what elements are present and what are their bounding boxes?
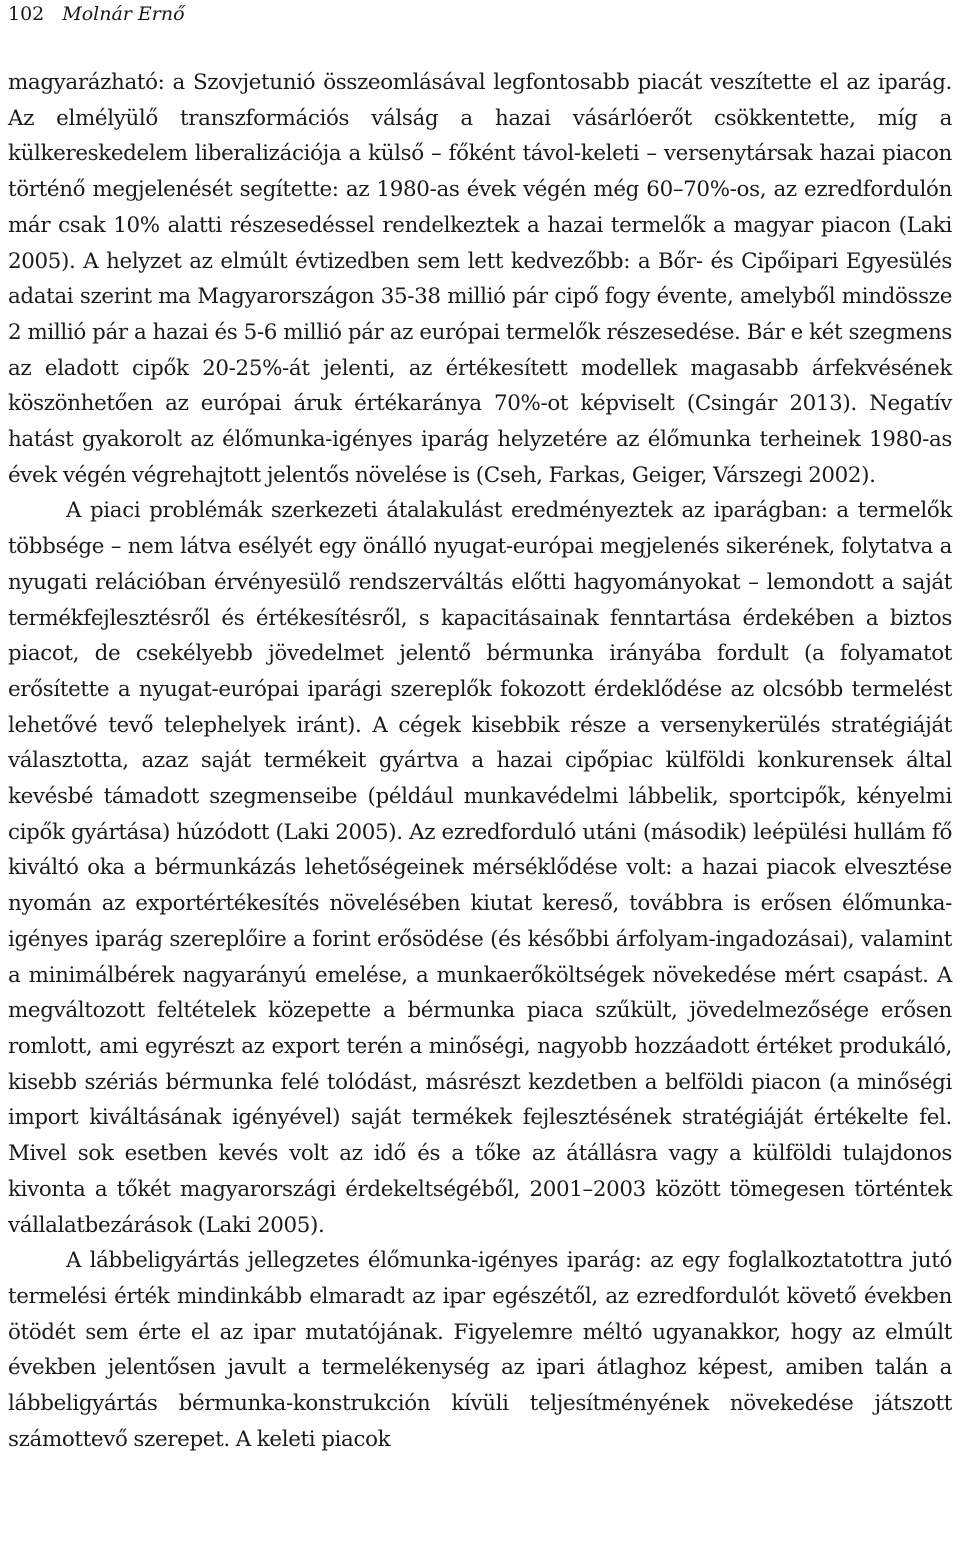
paragraph-3: A lábbeligyártás jellegzetes élőmunka-igényes iparág: az egy foglalkoztatottra jutó termelési érték mindinkább elmaradt az ipar egészétől, az ezredfordulót követő években ötödét sem érte el az ipar mutatójának. Figyelemre méltó ugyanakkor, hogy az elmúlt években jelentősen javult a termelékenység az ipari átlaghoz képest, amiben talán a lábbeligyártás bérmunka-konstrukción kívüli teljesítményének növekedése játszott számottevő szerepet. A keleti piacok <box>8 1248 952 1452</box>
running-header <box>8 2 185 26</box>
page-number: 102 <box>8 3 45 25</box>
body-text <box>8 65 952 1457</box>
running-header-author: Molnár Ernő <box>62 3 185 25</box>
paragraph-1: magyarázható: a Szovjetunió összeomlásával legfontosabb piacát veszítette el az iparág. Az elmélyülő transzformációs válság a hazai vásárlóerőt csökkentette, míg a külkereskedelem liberalizációja a külső – főként távol-keleti – versenytársak hazai piacon történő megjelenését segítette: az 1980-as évek végén még 60–70%-os, az ezredfordulón már csak 10% alatti részesedéssel rendelkeztek a hazai termelők a magyar piacon (Laki 2005). A helyzet az elmúlt évtizedben sem lett kedvezőbb: a Bőr- és Cipőipari Egyesülés adatai szerint ma Magyarországon 35-38 millió pár cipő fogy évente, amelyből mindössze 2 millió pár a hazai és 5-6 millió pár az európai termelők részesedése. Bár e két szegmens az eladott cipők 20-25%-át jelenti, az értékesített modellek magasabb árfekvésének köszönhetően az európai áruk értékaránya 70%-ot képviselt (Csingár 2013). Negatív hatást gyakorolt az élőmunka-igényes iparág helyzetére az élőmunka terheinek 1980-as évek végén végrehajtott jelentős növelése is (Cseh, Farkas, Geiger, Várszegi 2002). <box>8 70 952 488</box>
paragraph-2: A piaci problémák szerkezeti átalakulást eredményeztek az iparágban: a termelők többsége – nem látva esélyét egy önálló nyugat-európai megjelenés sikerének, folytatva a nyugati relációban érvényesülő rendszerváltás előtti hagyományokat – lemondott a saját termékfejlesztésről és értékesítésről, s kapacitásainak fenntartása érdekében a biztos piacot, de csekélyebb jövedelmet jelentő bérmunka irányába fordult (a folyamatot erősítette a nyugat-európai iparági szereplők fokozott érdeklődése az olcsóbb termelést lehetővé tevő telephelyek iránt). A cégek kisebbik része a versenykerülés stratégiáját választotta, azaz saját termékeit gyártva a hazai cipőpiac külföldi konkurensek által kevésbé támadott szegmenseibe (például munkavédelmi lábbelik, sportcipők, kényelmi cipők gyártása) húzódott (Laki 2005). Az ezredforduló utáni (második) leépülési hullám fő kiváltó oka a bérmunkázás lehetőségeinek mérséklődése volt: a hazai piacok elvesztése nyomán az exportértékesítés növelésében kiutat kereső, továbbra is erősen élőmunka-igényes iparág szereplőire a forint erősödése (és későbbi árfolyam-ingadozásai), valamint a minimálbérek nagyarányú emelése, a munkaerőköltségek növekedése mért csapást. A megváltozott feltételek közepette a bérmunka piaca szűkült, jövedelmezősége erősen romlott, ami egyrészt az export terén a minőségi, nagyobb hozzáadott értéket produkáló, kisebb szériás bérmunka felé tolódást, másrészt kezdetben a belföldi piacon (a minőségi import kiváltásának igényével) saját termékek fejlesztésének stratégiáját értékelte fel. Mivel sok esetben kevés volt az idő és a tőke az átállásra vagy a külföldi tulajdonos kivonta a tőkét magyarországi érdekeltségéből, 2001–2003 között tömegesen történtek vállalatbezárások (Laki 2005). <box>8 498 952 1238</box>
